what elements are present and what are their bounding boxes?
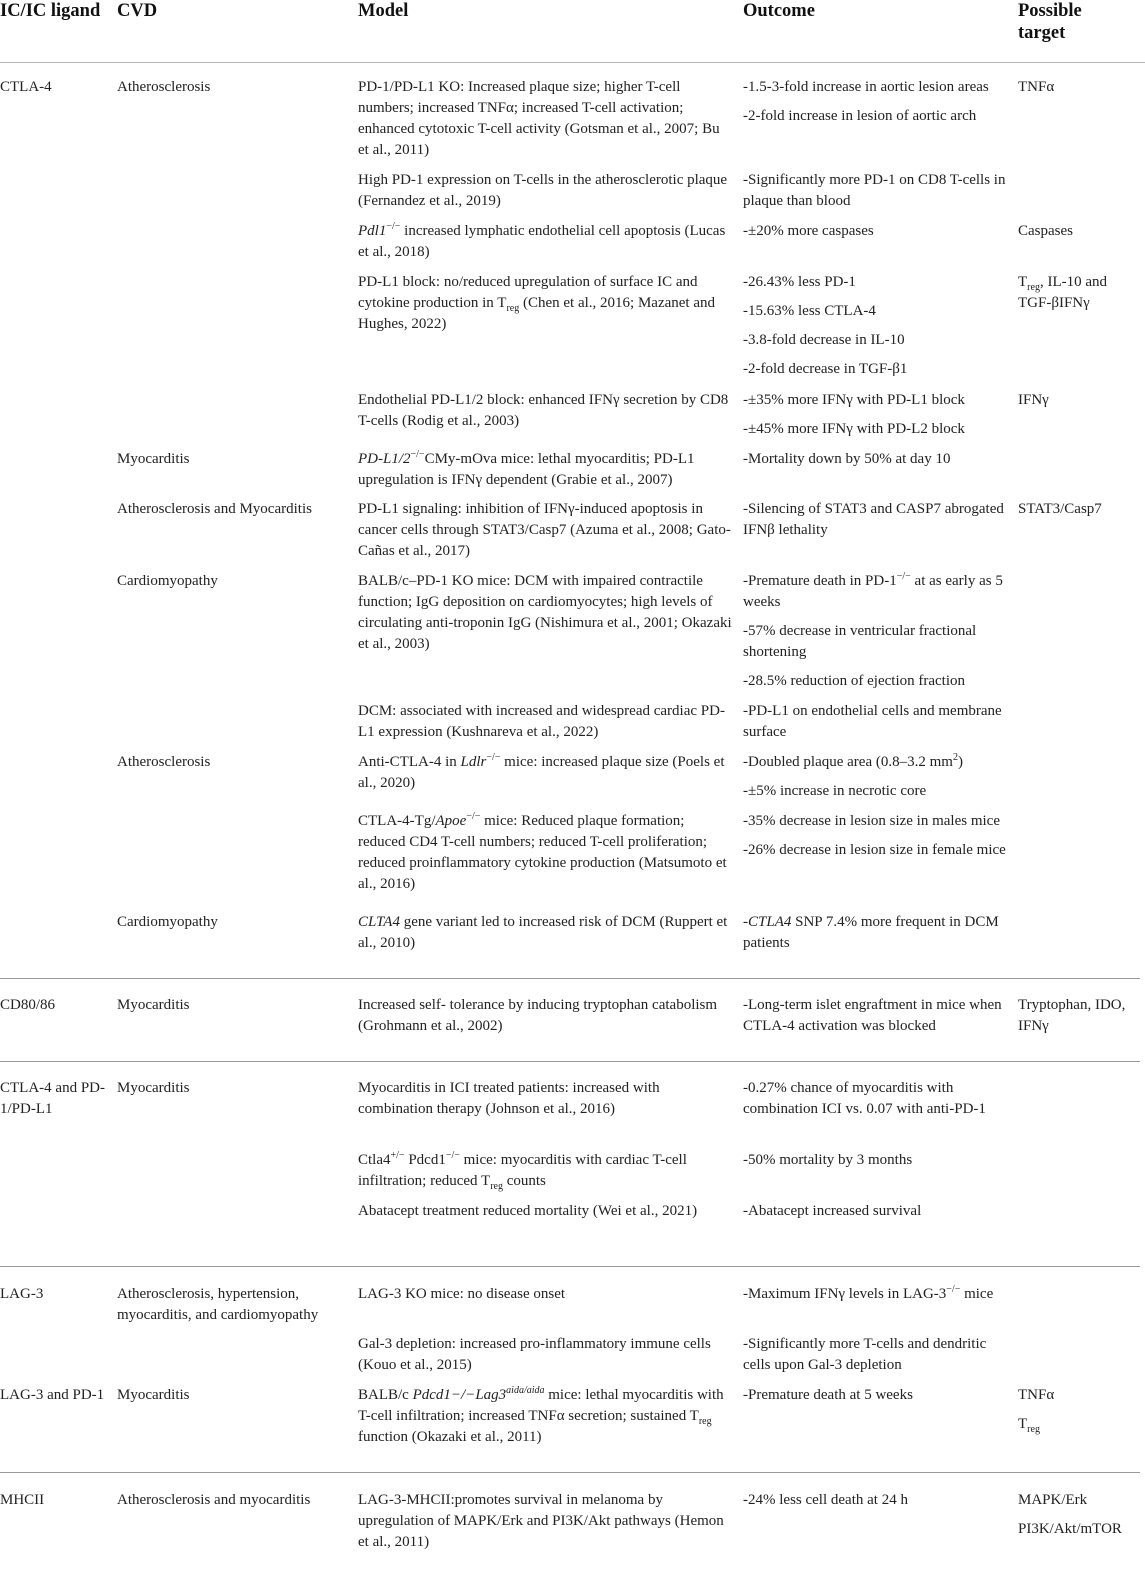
model-cell: Abatacept treatment reduced mortality (Wei et al., 2021) xyxy=(358,1203,698,1219)
outcome-line: -2-fold decrease in TGF-β1 xyxy=(743,361,908,377)
subscript: reg xyxy=(698,1416,712,1427)
outcome-line: -26.43% less PD-1 xyxy=(743,274,856,290)
model-cell: Increased self- tolerance by inducing tryptophan catabolism (Grohmann et al., 2002) xyxy=(358,997,718,1034)
target-cell: Tryptophan, IDO, IFNγ xyxy=(1018,997,1126,1034)
ligand-lag3: LAG-3 xyxy=(0,1286,44,1302)
target-cell: STAT3/Casp7 xyxy=(1018,501,1102,517)
superscript: −/− xyxy=(410,449,425,460)
model-cell xyxy=(358,272,733,335)
superscript: aida/aida xyxy=(506,1385,545,1396)
target-text: T xyxy=(1018,1416,1028,1432)
target-cell xyxy=(1018,1490,1143,1540)
outcome-cell: -Premature death at 5 weeks xyxy=(743,1387,913,1403)
model-cell: PD-1/PD-L1 KO: Increased plaque size; higher T-cell numbers; increased TNFα; increased T-cell activation; enhanced cytotoxic T-cell activity (Gotsman et al., 2007; Bu et al., 2011) xyxy=(358,79,720,158)
outcome-cell xyxy=(743,571,1008,692)
model-cell: LAG-3-MHCII:promotes survival in melanoma by upregulation of MAPK/Erk and PI3K/Akt pathways (Hemon et al., 2011) xyxy=(358,1492,724,1550)
cvd-cell: Atherosclerosis xyxy=(117,754,211,770)
target-cell: IFNγ xyxy=(1018,392,1049,408)
ligand-ctla4: CTLA-4 xyxy=(0,79,52,95)
outcome-cell: -±20% more caspases xyxy=(743,223,874,239)
outcome-cell xyxy=(743,390,1008,440)
model-cell: Myocarditis in ICI treated patients: increased with combination therapy (Johnson et al., 2016) xyxy=(358,1080,660,1117)
gene-name: CLTA4 xyxy=(358,914,400,930)
superscript: +/− xyxy=(390,1150,405,1161)
outcome-text: -Doubled plaque area (0.8–3.2 mm xyxy=(743,754,953,770)
model-cell: PD-L1 signaling: inhibition of IFNγ-induced apoptosis in cancer cells through STAT3/Casp7 (Azuma et al., 2008; Gato-Cañas et al., 2017) xyxy=(358,501,731,559)
outcome-cell: -Significantly more PD-1 on CD8 T-cells in plaque than blood xyxy=(743,172,1006,209)
target-cell: Caspases xyxy=(1018,223,1073,239)
outcome-line xyxy=(743,571,1008,613)
outcome-cell: -24% less cell death at 24 h xyxy=(743,1492,908,1508)
target-cell xyxy=(1018,272,1143,314)
outcome-text: mice xyxy=(960,1286,994,1302)
target-line: MAPK/Erk xyxy=(1018,1492,1088,1508)
outcome-text: at as early as 5 weeks xyxy=(743,573,1003,610)
cvd-cell: Cardiomyopathy xyxy=(117,914,218,930)
outcome-text: ) xyxy=(957,754,963,770)
subscript: reg xyxy=(1027,282,1040,293)
cvd-cell: Atherosclerosis, hypertension, myocarditis, and cardiomyopathy xyxy=(117,1286,319,1323)
outcome-cell xyxy=(743,912,1008,954)
model-text: Pdcd1 xyxy=(404,1152,446,1168)
target-line xyxy=(1018,1414,1143,1435)
outcome-line: -15.63% less CTLA-4 xyxy=(743,303,876,319)
outcome-line: -±45% more IFNγ with PD-L2 block xyxy=(743,421,965,437)
outcome-line: -3.8-fold decrease in IL-10 xyxy=(743,332,905,348)
outcome-line: -26% decrease in lesion size in female mice xyxy=(743,842,1006,858)
model-text: counts xyxy=(502,1173,546,1189)
target-text: T xyxy=(1018,274,1028,290)
model-cell xyxy=(358,912,733,954)
outcome-cell: -Abatacept increased survival xyxy=(743,1203,922,1219)
outcome-cell: -PD-L1 on endothelial cells and membrane surface xyxy=(743,703,1002,740)
group-divider xyxy=(0,978,1140,979)
outcome-cell: -Long-term islet engraftment in mice when CTLA-4 activation was blocked xyxy=(743,997,1002,1034)
model-text: PD-L1 block: no/reduced upregulation of surface IC and cytokine production in T xyxy=(358,274,698,311)
outcome-cell: -Significantly more T-cells and dendritic cells upon Gal-3 depletion xyxy=(743,1336,987,1373)
ligand-lag3-pd1: LAG-3 and PD-1 xyxy=(0,1387,105,1403)
ligand-ctla4-pd1: CTLA-4 and PD-1/PD-L1 xyxy=(0,1080,105,1117)
outcome-text: -Premature death in PD-1 xyxy=(743,573,897,589)
cvd-cell: Atherosclerosis xyxy=(117,79,211,95)
superscript: −/− xyxy=(946,1284,961,1295)
cvd-cell: Myocarditis xyxy=(117,997,190,1013)
model-cell xyxy=(358,1385,733,1448)
model-text: CTLA-4-Tg/ xyxy=(358,813,436,829)
outcome-cell xyxy=(743,752,1008,802)
model-cell: BALB/c–PD-1 KO mice: DCM with impaired contractile function; IgG deposition on cardiomyocytes; high levels of circulating anti-troponin IgG (Nishimura et al., 2001; Okazaki et al., 2003) xyxy=(358,573,732,652)
gene-name: Apoe xyxy=(435,813,467,829)
model-text: mice: increased plaque size (Poels et al., 2020) xyxy=(358,754,725,791)
group-divider xyxy=(0,1266,1140,1267)
header-model: Model xyxy=(358,1,409,21)
cvd-cell: Atherosclerosis and myocarditis xyxy=(117,1492,311,1508)
cvd-cell: Myocarditis xyxy=(117,451,190,467)
outcome-line xyxy=(743,752,1008,773)
header-possible-target: Possible target xyxy=(1018,1,1082,43)
model-text: mice: Reduced plaque formation; reduced CD4 T-cell numbers; reduced T-cell proliferation; reduced proinflammatory cytokine production (Matsumoto et al., 2016) xyxy=(358,813,727,892)
gene-name: PD-L1/2 xyxy=(358,451,411,467)
model-cell: DCM: associated with increased and widespread cardiac PD-L1 expression (Kushnareva et al., 2022) xyxy=(358,703,725,740)
model-text: mice: lethal myocarditis with T-cell infiltration; increased TNFα secretion; sustained T xyxy=(358,1387,724,1424)
target-cell xyxy=(1018,1385,1143,1435)
model-cell: High PD-1 expression on T-cells in the atherosclerotic plaque (Fernandez et al., 2019) xyxy=(358,172,728,209)
header-ligand: IC/IC ligand xyxy=(0,1,101,21)
group-divider xyxy=(0,1061,1140,1062)
outcome-line: -±5% increase in necrotic core xyxy=(743,783,927,799)
ligand-cd80-86: CD80/86 xyxy=(0,997,56,1013)
target-line: TNFα xyxy=(1018,1387,1055,1403)
target-text: , IL-10 and TGF-βIFNγ xyxy=(1018,274,1108,311)
cvd-cell: Atherosclerosis and Myocarditis xyxy=(117,501,312,517)
superscript: −/− xyxy=(445,1150,460,1161)
header-cvd: CVD xyxy=(117,1,158,21)
model-text: increased lymphatic endothelial cell apoptosis (Lucas et al., 2018) xyxy=(358,223,726,260)
model-cell xyxy=(358,1150,733,1192)
gene-name: Pdcd1−/−Lag3 xyxy=(412,1387,507,1403)
gene-name: Ldlr xyxy=(460,754,487,770)
superscript: 2 xyxy=(952,752,958,763)
model-text: mice: myocarditis with cardiac T-cell infiltration; reduced T xyxy=(358,1152,687,1189)
subscript: reg xyxy=(1027,1424,1040,1435)
outcome-cell: -50% mortality by 3 months xyxy=(743,1152,913,1168)
outcome-cell: -0.27% chance of myocarditis with combination ICI vs. 0.07 with anti-PD-1 xyxy=(743,1080,986,1117)
superscript: −/− xyxy=(896,571,911,582)
outcome-cell xyxy=(743,272,1008,380)
model-text: Ctla4 xyxy=(358,1152,391,1168)
outcome-line: -2-fold increase in lesion of aortic arch xyxy=(743,108,977,124)
outcome-line: -28.5% reduction of ejection fraction xyxy=(743,673,965,689)
ligand-mhcii: MHCII xyxy=(0,1492,45,1508)
subscript: reg xyxy=(506,303,520,314)
superscript: −/− xyxy=(386,221,401,232)
superscript: −/− xyxy=(466,811,481,822)
model-cell xyxy=(358,449,733,491)
model-text: CMy-mOva mice: lethal myocarditis; PD-L1 upregulation is IFNγ dependent (Grabie et al., 2007) xyxy=(358,451,695,488)
model-text: function (Okazaki et al., 2011) xyxy=(358,1429,542,1445)
outcome-cell xyxy=(743,77,1008,127)
cvd-cell: Cardiomyopathy xyxy=(117,573,218,589)
outcome-line: -35% decrease in lesion size in males mice xyxy=(743,813,1000,829)
header-outcome: Outcome xyxy=(743,1,815,21)
model-text: BALB/c xyxy=(358,1387,413,1403)
subscript: reg xyxy=(490,1181,503,1192)
cvd-cell: Myocarditis xyxy=(117,1080,190,1096)
outcome-line: -±35% more IFNγ with PD-L1 block xyxy=(743,392,965,408)
cvd-cell: Myocarditis xyxy=(117,1387,190,1403)
outcome-text: -Maximum IFNγ levels in LAG-3 xyxy=(743,1286,947,1302)
superscript: −/− xyxy=(486,752,501,763)
model-cell: LAG-3 KO mice: no disease onset xyxy=(358,1286,566,1302)
table-header xyxy=(0,0,1145,63)
model-text: (Chen et al., 2016; Mazanet and Hughes, 2022) xyxy=(358,295,716,332)
outcome-text: SNP 7.4% more frequent in DCM patients xyxy=(743,914,999,951)
gene-name: Pdl1 xyxy=(358,223,387,239)
target-cell: TNFα xyxy=(1018,79,1055,95)
model-text: Anti-CTLA-4 in xyxy=(358,754,461,770)
model-cell xyxy=(358,811,733,895)
model-cell: Endothelial PD-L1/2 block: enhanced IFNγ secretion by CD8 T-cells (Rodig et al., 2003) xyxy=(358,392,729,429)
outcome-cell: -Silencing of STAT3 and CASP7 abrogated IFNβ lethality xyxy=(743,501,1004,538)
gene-name: CTLA4 xyxy=(748,914,792,930)
target-line: PI3K/Akt/mTOR xyxy=(1018,1521,1122,1537)
outcome-cell xyxy=(743,1284,1008,1305)
group-divider xyxy=(0,1472,1140,1473)
model-cell xyxy=(358,221,733,263)
outcome-cell: -Mortality down by 50% at day 10 xyxy=(743,451,951,467)
model-cell: Gal-3 depletion: increased pro-inflammatory immune cells (Kouo et al., 2015) xyxy=(358,1336,711,1373)
outcome-text: - xyxy=(743,914,748,930)
outcome-line: -1.5-3-fold increase in aortic lesion areas xyxy=(743,79,989,95)
outcome-line: -57% decrease in ventricular fractional shortening xyxy=(743,623,977,660)
outcome-cell xyxy=(743,811,1008,861)
model-cell xyxy=(358,752,733,794)
model-text: gene variant led to increased risk of DCM (Ruppert et al., 2010) xyxy=(358,914,728,951)
